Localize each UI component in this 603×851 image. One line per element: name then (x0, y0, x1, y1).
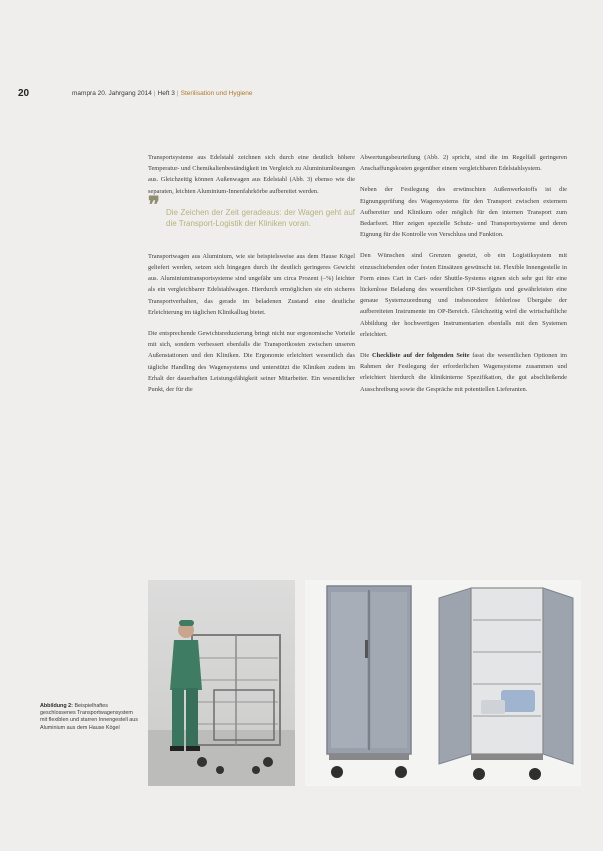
issue-line (72, 90, 253, 97)
caption-text: Beispielhaftes geschlossenes Transportwagensystem mit flexiblen und starren Innengestell aus Aluminium aus dem Hause Kögel (40, 703, 138, 731)
photo-open-cabinet-cart (431, 580, 581, 786)
pull-quote-text: Die Zeichen der Zeit geradeaus: der Wagen geht auf die Transport-Logistik der Kliniken voran. (166, 207, 355, 228)
left-paragraph-2: Transportwagen aus Aluminium, wie sie beispielsweise aus dem Hause Kögel geliefert werden, setzen sich hingegen durch ihr deutlich geringeres Gewicht aus. Aluminiumtransportsysteme sind ungefähr um circa Prozent (–%) leichter als ein vergleichbarer Edelstahlwagen. Hierdurch ermöglichen sie ein sicheres Transportverhalten, das gerade im beladenen Zustand eine deutliche Erleichterung im täglichen Klinikalltag bietet. (148, 252, 355, 316)
figure-caption (40, 703, 140, 732)
quote-mark-icon: ❞ (148, 191, 160, 217)
photo-worker-with-open-cart (148, 580, 295, 786)
closed-cart-illustration (305, 580, 431, 786)
right-paragraph-2: Neben der Festlegung des erwünschten Außenwerkstoffs ist die Eignungsprüfung des Wagensystems für den Transport zwischen externem Aufbereiter und Klinikum oder möglich für den internen Transport zum Bedarfsort. Hier zeigen spezielle Schutz- und Transportsysteme und deren Eignung für die Kontrolle von Verschluss und Funktion. (360, 186, 567, 239)
left-paragraph-1: Transportsysteme aus Edelstahl zeichnen sich durch eine deutlich höhere Temperatur- und Chemikalienbeständigkeit im Vergleich zu Aluminiumlösungen aus. Gleichzeitig können Außenwagen aus Edelstahl (Abb. 3) ebenso wie die separaten, leichten Aluminium-Innenfahrkörbe aufbereitet werden. (148, 154, 355, 195)
checklist-reference: Checkliste auf der folgenden Seite (372, 352, 470, 360)
pull-quote (148, 191, 355, 229)
left-text-column (148, 152, 355, 405)
issue-part: Heft 3 (157, 90, 175, 97)
worker-cart-illustration (148, 580, 295, 786)
page-header (18, 88, 588, 102)
page-number: 20 (18, 88, 30, 99)
right-text-column (360, 152, 567, 405)
header-separator: | (176, 90, 179, 97)
section-name: Sterilisation und Hygiene (180, 90, 253, 97)
left-paragraph-3: Die entsprechende Gewichtsreduzierung bringt nicht nur ergonomische Vorteile mit sich, sondern verbessert ebenfalls die Transportkosten zwischen unseren Außenstationen und den Kliniken. Die Ergonomie erleichtert wesentlich das tägliche Handling des Wagensystems und unterstützt die Kliniken zudem im Erhalt der dauerhaften Leistungsfähigkeit seiner Mitarbeiter. Ein wesentlicher Punkt, der für die (148, 330, 355, 394)
right-paragraph-3: Den Wünschen sind Grenzen gesetzt, ob ein Logistiksystem mit einzuschiebenden oder festen Einsätzen gewünscht ist. Flexible Innengestelle in Form eines Cart in Cart- oder Shuttle-Systems eignen sich sehr gut für eine lückenlose Beladung des wesentlichen OP-Sterilguts und gewährleisten eine genaue Systemzuordnung und insbesondere fehlerlose Übergabe der aufbereiteten Instrumente im OP-Bereich. Gleichzeitig wird die wirtschaftliche Abbildung der hochwertigen Instrumentarien ebenfalls mit den Systemen erleichtert. (360, 252, 567, 338)
photo-closed-cabinet-cart (305, 580, 431, 786)
right-paragraph-4 (360, 350, 567, 395)
right-paragraph-1: Abwertungsbeurteilung (Abb. 2) spricht, sind die im Regelfall geringeren Anschaffungskosten gegenüber einem vergleichbaren Edelstahlsystem. (360, 154, 567, 173)
right-paragraph-4-post: fasst die wesentlichen Optionen im Rahmen der Festlegung der erforderlichen Wagensysteme zusammen und erleichtert hierdurch die klinikinterne Spezifikation, die gut abschließende Ausschreibung sowie die Gespräche mit potentiellen Lieferanten. (360, 352, 567, 393)
right-paragraph-4-pre: Die (360, 352, 373, 360)
issue-name: mampra 20. Jahrgang 2014 (72, 90, 152, 97)
caption-label: Abbildung 2: (40, 703, 73, 709)
open-cart-illustration (431, 580, 581, 786)
header-separator: | (153, 90, 156, 97)
